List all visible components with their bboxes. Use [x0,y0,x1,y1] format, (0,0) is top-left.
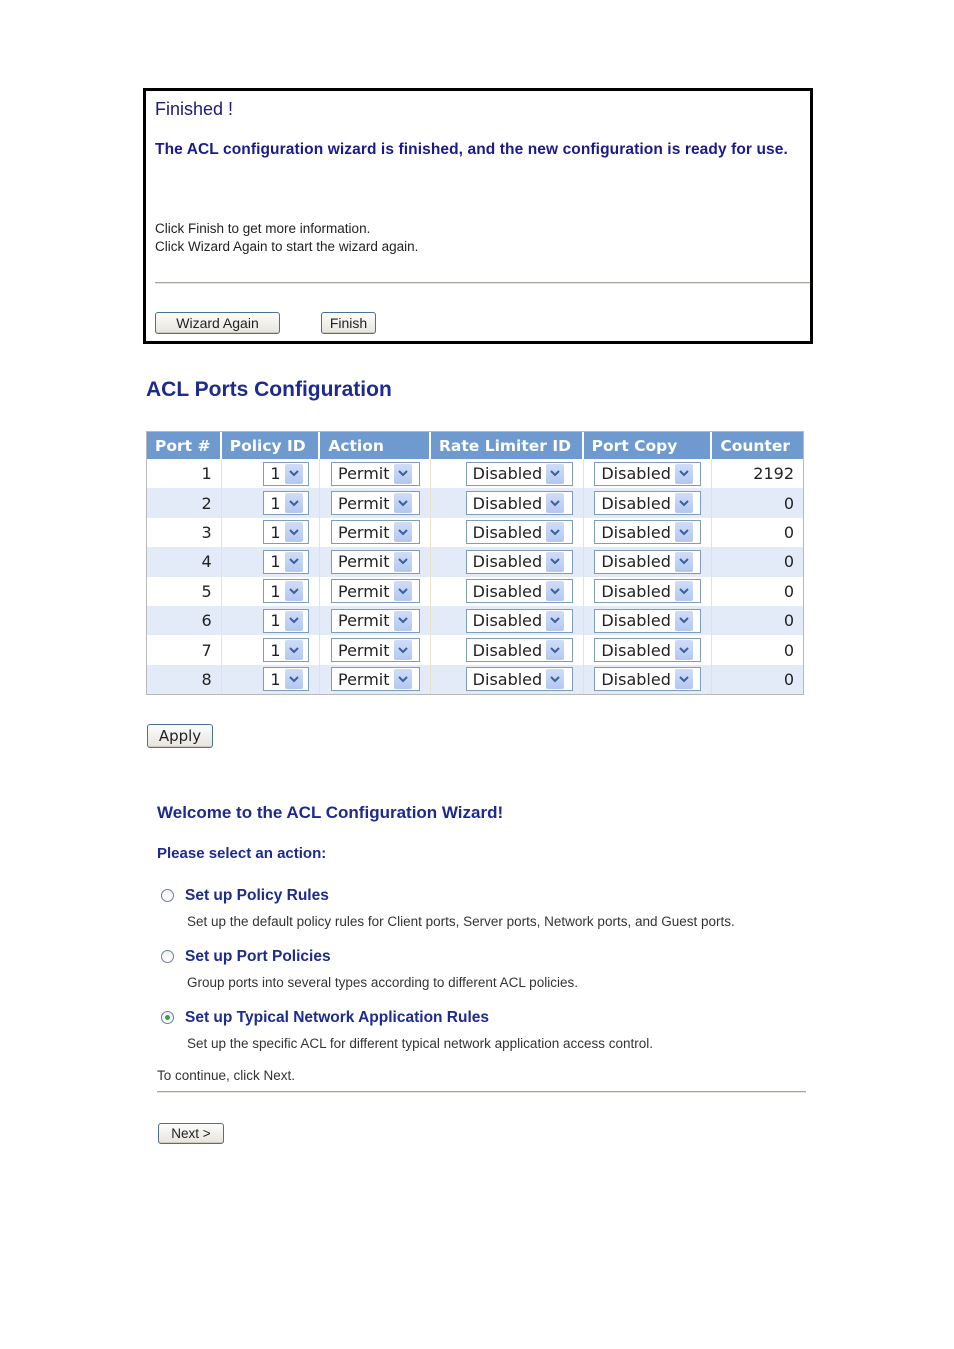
port-copy-select[interactable] [594,667,701,691]
chevron-down-icon[interactable] [394,581,412,601]
policy-id-select[interactable] [263,579,309,603]
wizard-prompt: Please select an action: [157,845,327,862]
select-value: 1 [270,493,281,513]
rate-limiter-cell [431,518,584,547]
chevron-down-icon[interactable] [285,522,303,542]
policy-id-select[interactable] [263,550,309,574]
port-number: 2 [147,488,222,517]
column-header-port-copy: Port Copy [584,432,713,459]
table-row [147,518,803,547]
counter-value: 0 [712,518,803,547]
option-label[interactable]: Set up Typical Network Application Rules [185,1009,490,1026]
port-copy-cell [584,547,713,576]
column-header-action: Action [320,432,431,459]
policy-id-cell [222,459,321,488]
action-select[interactable] [331,491,420,515]
finish-message: The ACL configuration wizard is finished, and the new configuration is ready for use. [155,141,788,158]
policy-id-select[interactable] [263,638,309,662]
table-header-row [147,432,803,459]
rate-limiter-cell [431,547,584,576]
port-number: 8 [147,665,222,694]
select-value: Permit [338,552,390,572]
counter-value: 2192 [712,459,803,488]
chevron-down-icon[interactable] [675,611,693,631]
radio-typical-network-app-rules[interactable] [161,1011,174,1024]
table-row [147,488,803,517]
port-number: 1 [147,459,222,488]
select-value: 1 [270,464,281,484]
select-value: Disabled [601,493,671,513]
select-value: Disabled [601,611,671,631]
action-select[interactable] [331,609,420,633]
chevron-down-icon[interactable] [546,640,564,660]
chevron-down-icon[interactable] [675,640,693,660]
counter-value: 0 [712,488,803,517]
counter-value: 0 [712,665,803,694]
port-number: 3 [147,518,222,547]
rate-limiter-select[interactable] [466,638,573,662]
policy-id-select[interactable] [263,462,309,486]
select-value: Disabled [601,464,671,484]
column-header-rate-limiter-id: Rate Limiter ID [431,432,584,459]
rate-limiter-cell [431,459,584,488]
action-select[interactable] [331,520,420,544]
option-description: Set up the specific ACL for different typical network application access control. [187,1036,653,1051]
select-value: Disabled [472,669,543,689]
select-value: Disabled [472,581,543,601]
chevron-down-icon[interactable] [285,464,303,484]
select-value: Disabled [472,552,543,572]
policy-id-select[interactable] [263,667,309,691]
chevron-down-icon[interactable] [285,493,303,513]
radio-port-policies[interactable] [161,950,174,963]
select-value: Disabled [472,464,543,484]
select-value: Disabled [601,581,671,601]
policy-id-select[interactable] [263,609,309,633]
finish-info-line: Click Finish to get more information. [155,221,371,236]
table-row [147,665,803,694]
chevron-down-icon[interactable] [675,464,693,484]
chevron-down-icon[interactable] [285,581,303,601]
port-copy-select[interactable] [594,638,701,662]
chevron-down-icon[interactable] [675,581,693,601]
column-header-port: Port # [147,432,222,459]
port-copy-cell [584,606,713,635]
table-row [147,635,803,664]
continue-hint: To continue, click Next. [157,1068,296,1083]
table-row [147,459,803,488]
action-cell [320,459,431,488]
apply-button[interactable]: Apply [147,724,213,748]
chevron-down-icon[interactable] [546,669,564,689]
action-select[interactable] [331,638,420,662]
port-number: 4 [147,547,222,576]
rate-limiter-select[interactable] [466,491,573,515]
rate-limiter-select[interactable] [466,520,573,544]
port-copy-cell [584,518,713,547]
select-value: 1 [270,611,281,631]
chevron-down-icon[interactable] [394,640,412,660]
rate-limiter-select[interactable] [466,550,573,574]
policy-id-cell [222,488,321,517]
chevron-down-icon[interactable] [394,464,412,484]
port-number: 7 [147,635,222,664]
action-cell [320,665,431,694]
wizard-welcome-heading: Welcome to the ACL Configuration Wizard! [157,803,504,822]
chevron-down-icon[interactable] [394,669,412,689]
select-value: Disabled [601,552,671,572]
port-copy-select[interactable] [594,579,701,603]
port-copy-select[interactable] [594,609,701,633]
counter-value: 0 [712,577,803,606]
rate-limiter-cell [431,665,584,694]
action-select[interactable] [331,462,420,486]
rate-limiter-select[interactable] [466,609,573,633]
next-button[interactable]: Next > [158,1123,224,1144]
rate-limiter-select[interactable] [466,579,573,603]
radio-policy-rules[interactable] [161,889,174,902]
select-value: Permit [338,522,390,542]
counter-value: 0 [712,547,803,576]
action-select[interactable] [331,550,420,574]
wizard-again-button[interactable]: Wizard Again [155,312,280,334]
chevron-down-icon[interactable] [285,669,303,689]
port-copy-select[interactable] [594,491,701,515]
chevron-down-icon[interactable] [546,552,564,572]
chevron-down-icon[interactable] [675,669,693,689]
action-cell [320,577,431,606]
table-row [147,577,803,606]
table-row [147,547,803,576]
policy-id-cell [222,518,321,547]
port-copy-cell [584,577,713,606]
chevron-down-icon[interactable] [285,611,303,631]
rate-limiter-cell [431,606,584,635]
divider [155,282,810,284]
select-value: Permit [338,581,390,601]
option-label[interactable]: Set up Port Policies [185,948,331,965]
port-copy-cell [584,665,713,694]
action-cell [320,547,431,576]
chevron-down-icon[interactable] [285,552,303,572]
select-value: 1 [270,522,281,542]
chevron-down-icon[interactable] [675,552,693,572]
port-copy-cell [584,488,713,517]
policy-id-cell [222,547,321,576]
divider [157,1091,806,1093]
action-cell [320,488,431,517]
select-value: Permit [338,640,390,660]
port-copy-select[interactable] [594,462,701,486]
select-value: Disabled [472,640,543,660]
policy-id-cell [222,665,321,694]
finish-title: Finished ! [155,99,234,119]
rate-limiter-cell [431,488,584,517]
port-copy-cell [584,635,713,664]
action-select[interactable] [331,667,420,691]
select-value: Disabled [472,493,543,513]
chevron-down-icon[interactable] [546,581,564,601]
select-value: Disabled [472,611,543,631]
select-value: Disabled [601,522,671,542]
counter-value: 0 [712,635,803,664]
chevron-down-icon[interactable] [675,522,693,542]
table-row [147,606,803,635]
counter-value: 0 [712,606,803,635]
policy-id-select[interactable] [263,491,309,515]
policy-id-select[interactable] [263,520,309,544]
port-number: 6 [147,606,222,635]
policy-id-cell [222,577,321,606]
chevron-down-icon[interactable] [285,640,303,660]
select-value: Permit [338,493,390,513]
rate-limiter-select[interactable] [466,462,573,486]
port-copy-select[interactable] [594,550,701,574]
port-copy-cell [584,459,713,488]
action-select[interactable] [331,579,420,603]
action-cell [320,518,431,547]
chevron-down-icon[interactable] [546,493,564,513]
select-value: Permit [338,669,390,689]
option-description: Group ports into several types according to different ACL policies. [187,975,578,990]
wizard-again-info-line: Click Wizard Again to start the wizard again. [155,239,419,254]
option-description: Set up the default policy rules for Client ports, Server ports, Network ports, and Guest ports. [187,914,735,929]
select-value: 1 [270,552,281,572]
policy-id-cell [222,635,321,664]
select-value: Permit [338,611,390,631]
port-copy-select[interactable] [594,520,701,544]
chevron-down-icon[interactable] [394,522,412,542]
chevron-down-icon[interactable] [675,493,693,513]
column-header-policy-id: Policy ID [222,432,321,459]
policy-id-cell [222,606,321,635]
port-number: 5 [147,577,222,606]
rate-limiter-cell [431,635,584,664]
select-value: Disabled [472,522,543,542]
rate-limiter-select[interactable] [466,667,573,691]
acl-ports-table [146,431,804,695]
select-value: Disabled [601,669,671,689]
chevron-down-icon[interactable] [394,552,412,572]
chevron-down-icon[interactable] [394,493,412,513]
finish-button[interactable]: Finish [321,312,376,334]
select-value: 1 [270,669,281,689]
action-cell [320,606,431,635]
select-value: 1 [270,640,281,660]
page-title: ACL Ports Configuration [146,378,392,401]
chevron-down-icon[interactable] [546,522,564,542]
chevron-down-icon[interactable] [546,464,564,484]
select-value: Disabled [601,640,671,660]
column-header-counter: Counter [712,432,803,459]
option-label[interactable]: Set up Policy Rules [185,887,329,904]
select-value: Permit [338,464,390,484]
finish-panel [143,88,813,344]
select-value: 1 [270,581,281,601]
chevron-down-icon[interactable] [546,611,564,631]
action-cell [320,635,431,664]
chevron-down-icon[interactable] [394,611,412,631]
rate-limiter-cell [431,577,584,606]
